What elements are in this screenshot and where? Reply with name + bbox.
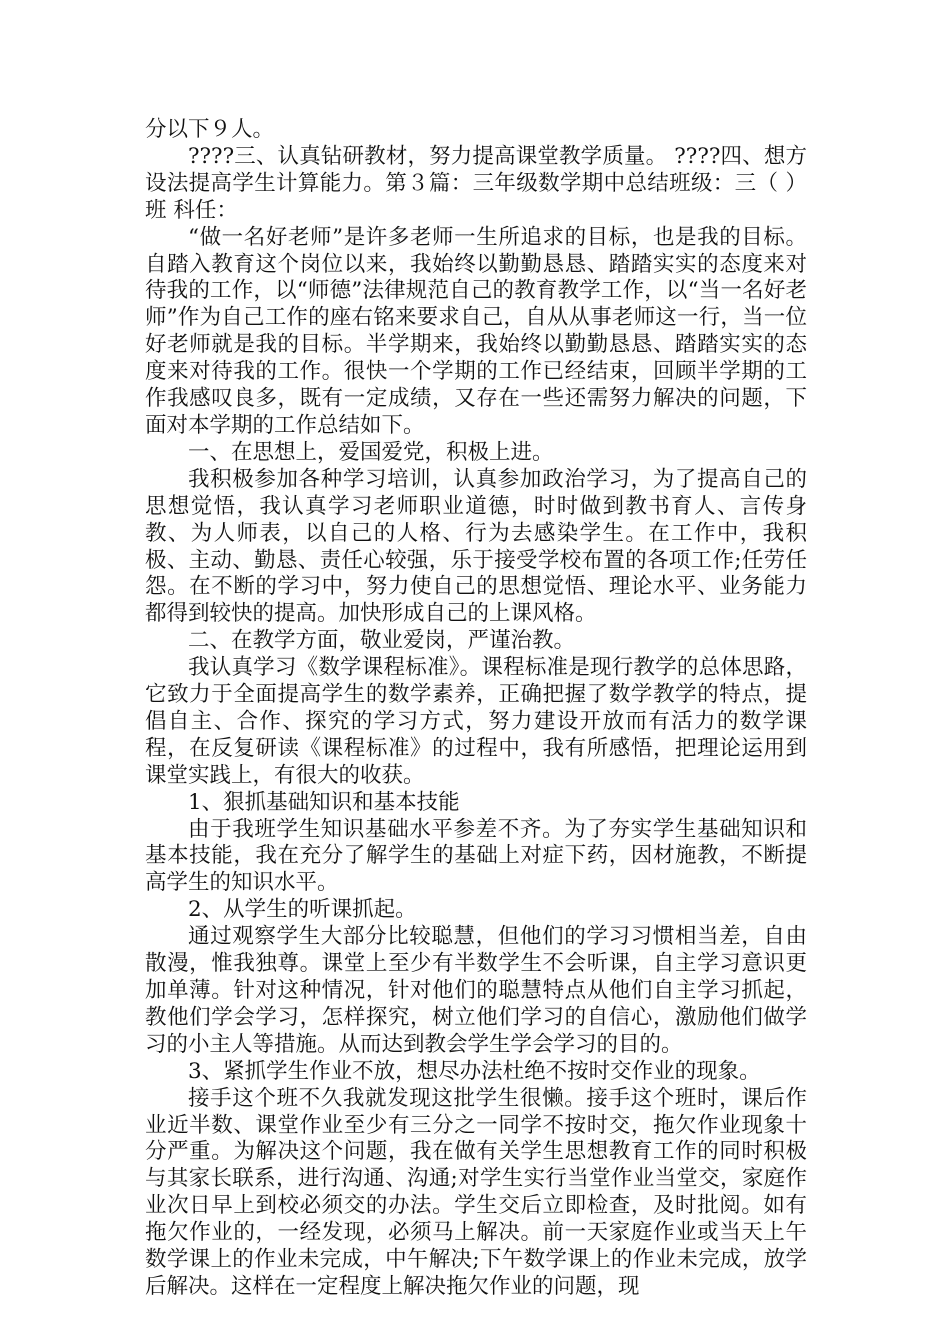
paragraph: ????三、认真钻研教材，努力提高课堂教学质量。 ????四、想方设法提高学生计算能力。第３篇：三年级数学期中总结班级：三（ ）班 科任： [145,143,807,223]
paragraph: 分以下９人。 [145,117,275,142]
paragraph: 通过观察学生大部分比较聪慧，但他们的学习习惯相当差，自由散漫，惟我独尊。课堂上至少有半数学生不会听课，自主学习意识更加单薄。针对这种情况，针对他们的聪慧特点从他们自主学习抓起，教他们学会学习，怎样探究，树立他们学习的自信心，激励他们做学习的小主人等措施。从而达到教会学生学会学习的目的。 [145,924,807,1057]
section-heading: 一、在思想上，爱国爱党，积极上进。 [188,439,554,465]
paragraph: 由于我班学生知识基础水平参差不齐。为了夯实学生基础知识和基本技能，我在充分了解学生的基础上对症下药，因材施教，不断提高学生的知识水平。 [145,816,807,896]
section-heading: 二、在教学方面，敬业爱岗，严谨治教。 [188,628,576,654]
paragraph: “做一名好老师”是许多老师一生所追求的目标，也是我的目标。自踏入教育这个岗位以来，我始终以勤勤恳恳、踏踏实实的态度来对待我的工作，以“师德”法律规范自己的教育教学工作，以“当一名好老师”作为自己工作的座右铭来要求自己，自从从事老师这一行，当一位好老师就是我的目标。半学期来，我始终以勤勤恳恳、踏踏实实的态度来对待我的工作。很快一个学期的工作已经结束，回顾半学期的工作我感叹良多，既有一定成绩，又存在一些还需努力解决的问题，下面对本学期的工作总结如下。 [145,224,807,438]
document-page [145,117,807,1301]
paragraph: 我认真学习《数学课程标准》。课程标准是现行教学的总体思路，它致力于全面提高学生的数学素养，正确把握了数学教学的特点，提倡自主、合作、探究的学习方式，努力建设开放而有活力的数学课程，在反复研读《课程标准》的过程中，我有所感悟，把理论运用到课堂实践上，有很大的收获。 [145,655,807,788]
paragraph: 我积极参加各种学习培训，认真参加政治学习，为了提高自己的思想觉悟，我认真学习老师职业道德，时时做到教书育人、言传身教、为人师表，以自己的人格、行为去感染学生。在工作中，我积极、主动、勤恳、责任心较强，乐于接受学校布置的各项工作;任劳任怨。在不断的学习中，努力使自己的思想觉悟、理论水平、业务能力都得到较快的提高。加快形成自己的上课风格。 [145,466,807,627]
paragraph: 接手这个班不久我就发现这批学生很懒。接手这个班时，课后作业近半数、课堂作业至少有三分之一同学不按时交，拖欠作业现象十分严重。为解决这个问题，我在做有关学生思想教育工作的同时积极与其家长联系，进行沟通、沟通;对学生实行当堂作业当堂交，家庭作业次日早上到校必须交的办法。学生交后立即检查，及时批阅。如有拖欠作业的，一经发现，必须马上解决。前一天家庭作业或当天上午数学课上的作业未完成，中午解决;下午数学课上的作业未完成，放学后解决。这样在一定程度上解决拖欠作业的问题，现 [145,1085,807,1299]
subsection-heading: 3、紧抓学生作业不放，想尽办法杜绝不按时交作业的现象。 [188,1058,761,1084]
subsection-heading: 2、从学生的听课抓起。 [188,897,417,923]
subsection-heading: 1、狠抓基础知识和基本技能 [188,789,460,815]
